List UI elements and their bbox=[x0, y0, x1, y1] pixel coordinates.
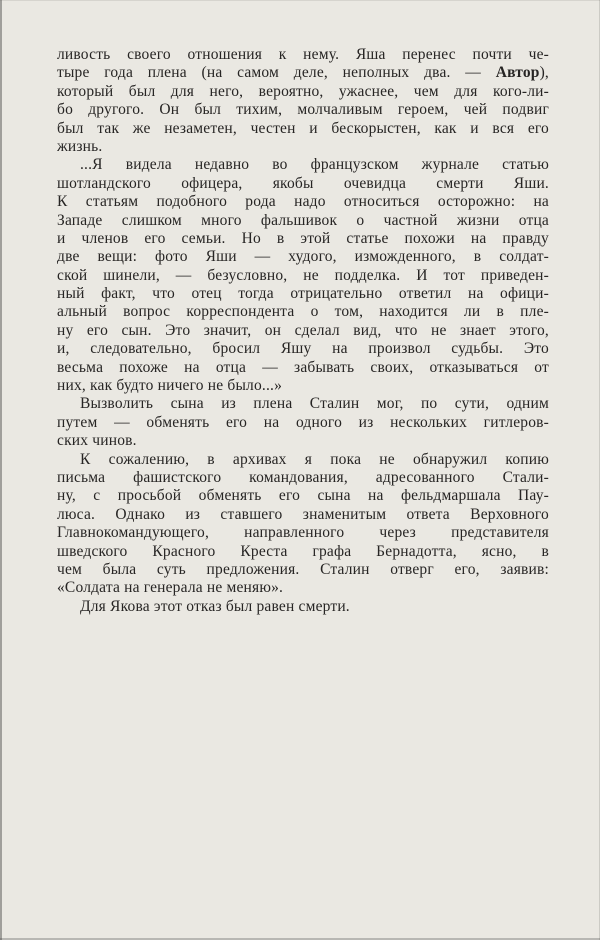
text-line: альный вопрос корреспондента о том, находится ли в пле- bbox=[57, 303, 549, 321]
text-line: ну, с просьбой обменять его сына на фельдмаршала Пау- bbox=[57, 487, 549, 505]
text-line: «Солдата на генерала не меняю». bbox=[57, 579, 284, 597]
text-line: и членов его семьи. Но в этой статье похожи на правду bbox=[57, 229, 549, 247]
text-line: Для Якова этот отказ был равен смерти. bbox=[80, 597, 350, 615]
text-line: ливость своего отношения к нему. Яша перенес почти че- bbox=[57, 46, 549, 63]
text-line: письма фашистского командования, адресованного Стали- bbox=[57, 468, 549, 486]
text-line: ...Я видела недавно во французском журнале статью bbox=[80, 156, 549, 174]
text-line: люса. Однако из ставшего знаменитым ответа Верховного bbox=[57, 505, 549, 523]
text-line: бо другого. Он был тихим, молчаливым героем, чей подвиг bbox=[57, 101, 549, 119]
text-line: две вещи: фото Яши — худого, изможденного, в солдат- bbox=[57, 248, 549, 266]
paragraph bbox=[57, 156, 549, 395]
text-line: чем была суть предложения. Сталин отверг его, заявив: bbox=[57, 560, 549, 578]
text-line: Главнокомандующего, направленного через представителя bbox=[57, 524, 549, 542]
text-line: ской шинели, — безусловно, не подделка. И тот приведен- bbox=[57, 266, 549, 284]
text-line: ну его сын. Это значит, он сделал вид, что не знает этого, bbox=[57, 321, 549, 339]
text-line: шотландского офицера, якобы очевидца смерти Яши. bbox=[57, 174, 549, 192]
paragraph bbox=[57, 395, 549, 450]
text-line: путем — обменять его на одного из нескольких гитлеров- bbox=[57, 413, 549, 431]
paragraph bbox=[57, 451, 549, 598]
text-line: них, как будто ничего не было...» bbox=[57, 377, 283, 395]
text-line: К статьям подобного рода надо относиться осторожно: на bbox=[57, 193, 549, 211]
text-line: Вызволить сына из плена Сталин мог, по сути, одним bbox=[80, 395, 549, 413]
text-line: был так же незаметен, честен и бескорыстен, как и вся его bbox=[57, 119, 549, 137]
text-line: ный факт, что отец тогда отрицательно ответил на офици- bbox=[57, 285, 549, 303]
text-line: шведского Красного Креста графа Бернадотта, ясно, в bbox=[57, 542, 549, 560]
paragraph bbox=[57, 46, 549, 156]
text-line: ских чинов. bbox=[57, 432, 137, 450]
text-line: и, следовательно, бросил Яшу на произвол судьбы. Это bbox=[57, 340, 549, 358]
text-line: который был для него, вероятно, ужаснее, чем для кого-ли- bbox=[57, 82, 549, 100]
text-line: Западе слишком много фальшивок о частной жизни отца bbox=[57, 211, 549, 229]
text-block bbox=[57, 46, 549, 616]
text-line: К сожалению, в архивах я пока не обнаружил копию bbox=[80, 450, 549, 468]
text-line: тыре года плена (на самом деле, неполных два. — Автор), bbox=[57, 64, 549, 82]
text-line: жизнь. bbox=[57, 137, 103, 155]
text-line: весьма похоже на отца — забывать своих, отказываться от bbox=[57, 358, 549, 376]
paragraph bbox=[57, 598, 549, 616]
